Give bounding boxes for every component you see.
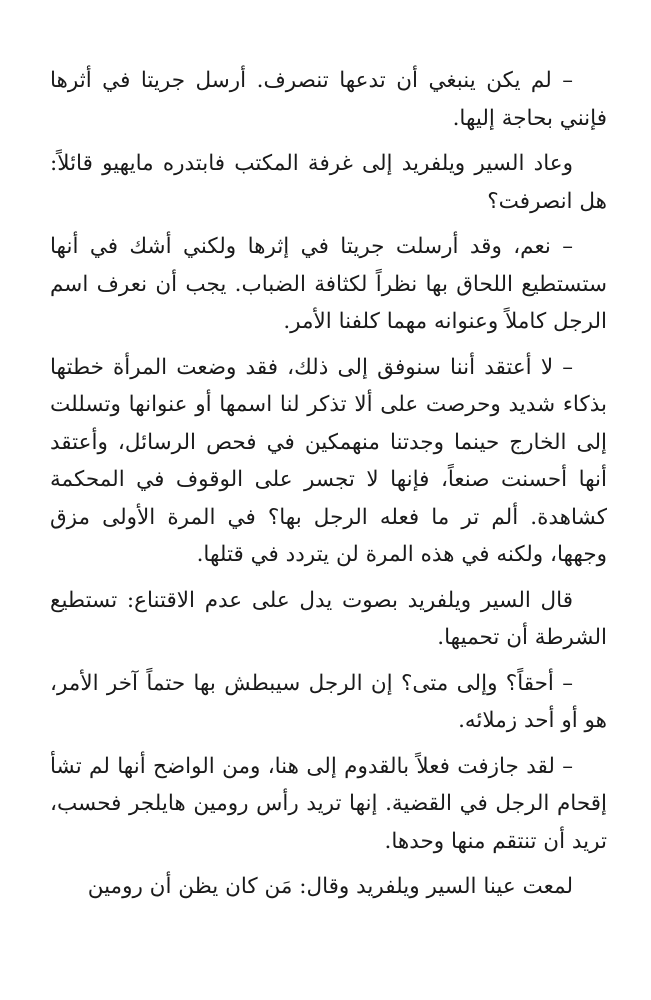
paragraph-2: وعاد السير ويلفريد إلى غرفة المكتب فابتدره مايهيو قائلاً: هل انصرفت؟ [50, 151, 607, 214]
paragraph-8: لمعت عينا السير ويلفريد وقال: مَن كان يظن أن رومين [87, 874, 573, 899]
paragraph-6: – أحقاً؟ وإلى متى؟ إن الرجل سيبطش بها حتماً آخر الأمر، هو أو أحد زملائه. [50, 670, 607, 733]
paragraph-5: قال السير ويلفريد بصوت يدل على عدم الاقتناع: تستطيع الشرطة أن تحميها. [50, 587, 607, 650]
paragraph-4: – لا أعتقد أننا سنوفق إلى ذلك، فقد وضعت المرأة خطتها بذكاء شديد وحرصت على ألا تذكر لنا اسمها أو عنوانها وتسللت إلى الخارج حينما وجدتنا منهمكين في فحص الرسائل، وأعتقد أنها أحسنت صنعاً، فإنها لا تجسر على الوقوف في المحكمة كشاهدة. ألم تر ما فعله الرجل بها؟ في المرة الأولى مزق وجهها، ولكنه في هذه المرة لن يتردد في قتلها. [50, 354, 607, 567]
paragraph-3: – نعم، وقد أرسلت جريتا في إثرها ولكني أشك في أنها ستستطيع اللحاق بها نظراً لكثافة الضباب. يجب أن نعرف اسم الرجل كاملاً وعنوانه مهما كلفنا الأمر. [50, 234, 607, 334]
paragraph-1: – لم يكن ينبغي أن تدعها تنصرف. أرسل جريتا في أثرها فإنني بحاجة إليها. [50, 68, 607, 131]
paragraph-7: – لقد جازفت فعلاً بالقدوم إلى هنا، ومن الواضح أنها لم تشأ إقحام الرجل في القضية. إنها تريد رأس رومين هايلجر فحسب، تريد أن تنتقم منها وحدها. [50, 753, 607, 854]
